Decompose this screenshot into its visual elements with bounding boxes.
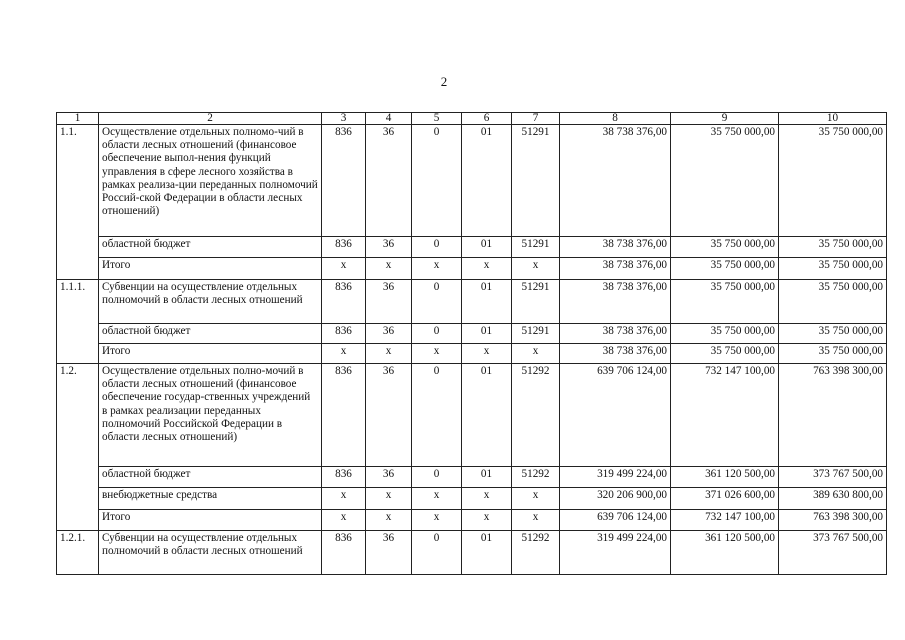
cell-c6: x	[462, 258, 512, 280]
cell-c9: 371 026 600,00	[671, 488, 779, 510]
cell-c10: 35 750 000,00	[779, 258, 887, 280]
cell-c9: 35 750 000,00	[671, 125, 779, 237]
cell-c10: 35 750 000,00	[779, 324, 887, 344]
column-header: 3	[322, 113, 366, 125]
cell-c8: 320 206 900,00	[560, 488, 671, 510]
cell-c8: 319 499 224,00	[560, 467, 671, 488]
item-description: внебюджетные средства	[99, 488, 322, 510]
table-row	[57, 510, 887, 531]
cell-c6: 01	[462, 280, 512, 324]
cell-c10: 763 398 300,00	[779, 510, 887, 531]
column-header: 1	[57, 113, 99, 125]
cell-c4: 36	[366, 324, 412, 344]
cell-c9: 361 120 500,00	[671, 531, 779, 575]
header-row	[57, 113, 887, 125]
cell-c4: x	[366, 510, 412, 531]
cell-c3: 836	[322, 531, 366, 575]
cell-c5: 0	[412, 125, 462, 237]
cell-c7: x	[512, 258, 560, 280]
item-number: 1.2.1.	[57, 531, 99, 575]
cell-c6: x	[462, 488, 512, 510]
table-row	[57, 364, 887, 467]
item-description: Итого	[99, 510, 322, 531]
cell-c10: 35 750 000,00	[779, 237, 887, 258]
cell-c4: x	[366, 488, 412, 510]
table-row	[57, 258, 887, 280]
column-header: 7	[512, 113, 560, 125]
column-header: 5	[412, 113, 462, 125]
cell-c3: x	[322, 258, 366, 280]
cell-c8: 639 706 124,00	[560, 364, 671, 467]
cell-c4: 36	[366, 531, 412, 575]
cell-c6: x	[462, 344, 512, 364]
page-number: 2	[440, 74, 448, 89]
cell-c9: 361 120 500,00	[671, 467, 779, 488]
cell-c7: 51291	[512, 324, 560, 344]
item-number: 1.1.1.	[57, 280, 99, 364]
item-description: Итого	[99, 344, 322, 364]
item-number: 1.2.	[57, 364, 99, 531]
cell-c10: 373 767 500,00	[779, 531, 887, 575]
cell-c8: 38 738 376,00	[560, 344, 671, 364]
cell-c7: 51291	[512, 125, 560, 237]
cell-c8: 319 499 224,00	[560, 531, 671, 575]
cell-c9: 35 750 000,00	[671, 344, 779, 364]
cell-c3: 836	[322, 125, 366, 237]
column-header: 10	[779, 113, 887, 125]
cell-c5: 0	[412, 364, 462, 467]
table-row	[57, 237, 887, 258]
column-header: 9	[671, 113, 779, 125]
cell-c9: 732 147 100,00	[671, 510, 779, 531]
cell-c8: 38 738 376,00	[560, 237, 671, 258]
table-row	[57, 488, 887, 510]
cell-c10: 373 767 500,00	[779, 467, 887, 488]
cell-c5: 0	[412, 280, 462, 324]
column-header: 8	[560, 113, 671, 125]
cell-c7: 51292	[512, 467, 560, 488]
cell-c10: 35 750 000,00	[779, 344, 887, 364]
cell-c5: x	[412, 510, 462, 531]
cell-c10: 35 750 000,00	[779, 280, 887, 324]
cell-c5: 0	[412, 531, 462, 575]
table-row	[57, 344, 887, 364]
item-description: Субвенции на осуществление отдельных полномочий в области лесных отношений	[99, 531, 322, 575]
item-description: Субвенции на осуществление отдельных полномочий в области лесных отношений	[99, 280, 322, 324]
cell-c7: 51292	[512, 531, 560, 575]
cell-c6: 01	[462, 125, 512, 237]
cell-c6: 01	[462, 531, 512, 575]
cell-c4: 36	[366, 280, 412, 324]
item-description: областной бюджет	[99, 467, 322, 488]
cell-c9: 35 750 000,00	[671, 324, 779, 344]
cell-c9: 35 750 000,00	[671, 237, 779, 258]
cell-c7: x	[512, 344, 560, 364]
cell-c7: x	[512, 510, 560, 531]
table-row	[57, 125, 887, 237]
cell-c8: 38 738 376,00	[560, 280, 671, 324]
item-description: Осуществление отдельных полно-мочий в области лесных отношений (финансовое обеспечение государ-ственных учреждений в рамках реализации переданных полномочий Российской Федерации в области лесных отношений)	[99, 364, 322, 467]
cell-c8: 38 738 376,00	[560, 324, 671, 344]
item-description: Итого	[99, 258, 322, 280]
cell-c6: 01	[462, 324, 512, 344]
item-description: областной бюджет	[99, 324, 322, 344]
cell-c3: 836	[322, 237, 366, 258]
table-row	[57, 280, 887, 324]
cell-c5: x	[412, 258, 462, 280]
cell-c9: 35 750 000,00	[671, 258, 779, 280]
cell-c3: 836	[322, 467, 366, 488]
cell-c4: x	[366, 258, 412, 280]
cell-c10: 35 750 000,00	[779, 125, 887, 237]
column-header: 2	[99, 113, 322, 125]
cell-c8: 38 738 376,00	[560, 258, 671, 280]
item-description: Осуществление отдельных полномо-чий в области лесных отношений (финансовое обеспечение выпол-нения функций управления в сфере лесного хозяйства в рамках реализа-ции переданных полномочий Россий-ской Федерации в области лесных отношений)	[99, 125, 322, 237]
cell-c5: 0	[412, 237, 462, 258]
column-header: 6	[462, 113, 512, 125]
cell-c6: x	[462, 510, 512, 531]
cell-c6: 01	[462, 467, 512, 488]
item-description: областной бюджет	[99, 237, 322, 258]
cell-c3: 836	[322, 324, 366, 344]
cell-c8: 38 738 376,00	[560, 125, 671, 237]
cell-c4: x	[366, 344, 412, 364]
budget-table	[56, 112, 887, 575]
cell-c6: 01	[462, 364, 512, 467]
cell-c9: 35 750 000,00	[671, 280, 779, 324]
cell-c7: x	[512, 488, 560, 510]
cell-c5: 0	[412, 324, 462, 344]
column-header: 4	[366, 113, 412, 125]
table-row	[57, 467, 887, 488]
cell-c6: 01	[462, 237, 512, 258]
cell-c5: x	[412, 488, 462, 510]
cell-c5: x	[412, 344, 462, 364]
cell-c4: 36	[366, 125, 412, 237]
cell-c3: 836	[322, 364, 366, 467]
cell-c3: x	[322, 344, 366, 364]
cell-c4: 36	[366, 237, 412, 258]
cell-c7: 51292	[512, 364, 560, 467]
cell-c10: 763 398 300,00	[779, 364, 887, 467]
table-row	[57, 324, 887, 344]
cell-c4: 36	[366, 364, 412, 467]
cell-c10: 389 630 800,00	[779, 488, 887, 510]
cell-c4: 36	[366, 467, 412, 488]
item-number: 1.1.	[57, 125, 99, 280]
cell-c8: 639 706 124,00	[560, 510, 671, 531]
cell-c9: 732 147 100,00	[671, 364, 779, 467]
cell-c5: 0	[412, 467, 462, 488]
cell-c7: 51291	[512, 280, 560, 324]
cell-c3: x	[322, 488, 366, 510]
cell-c3: 836	[322, 280, 366, 324]
cell-c7: 51291	[512, 237, 560, 258]
cell-c3: x	[322, 510, 366, 531]
table-row	[57, 531, 887, 575]
